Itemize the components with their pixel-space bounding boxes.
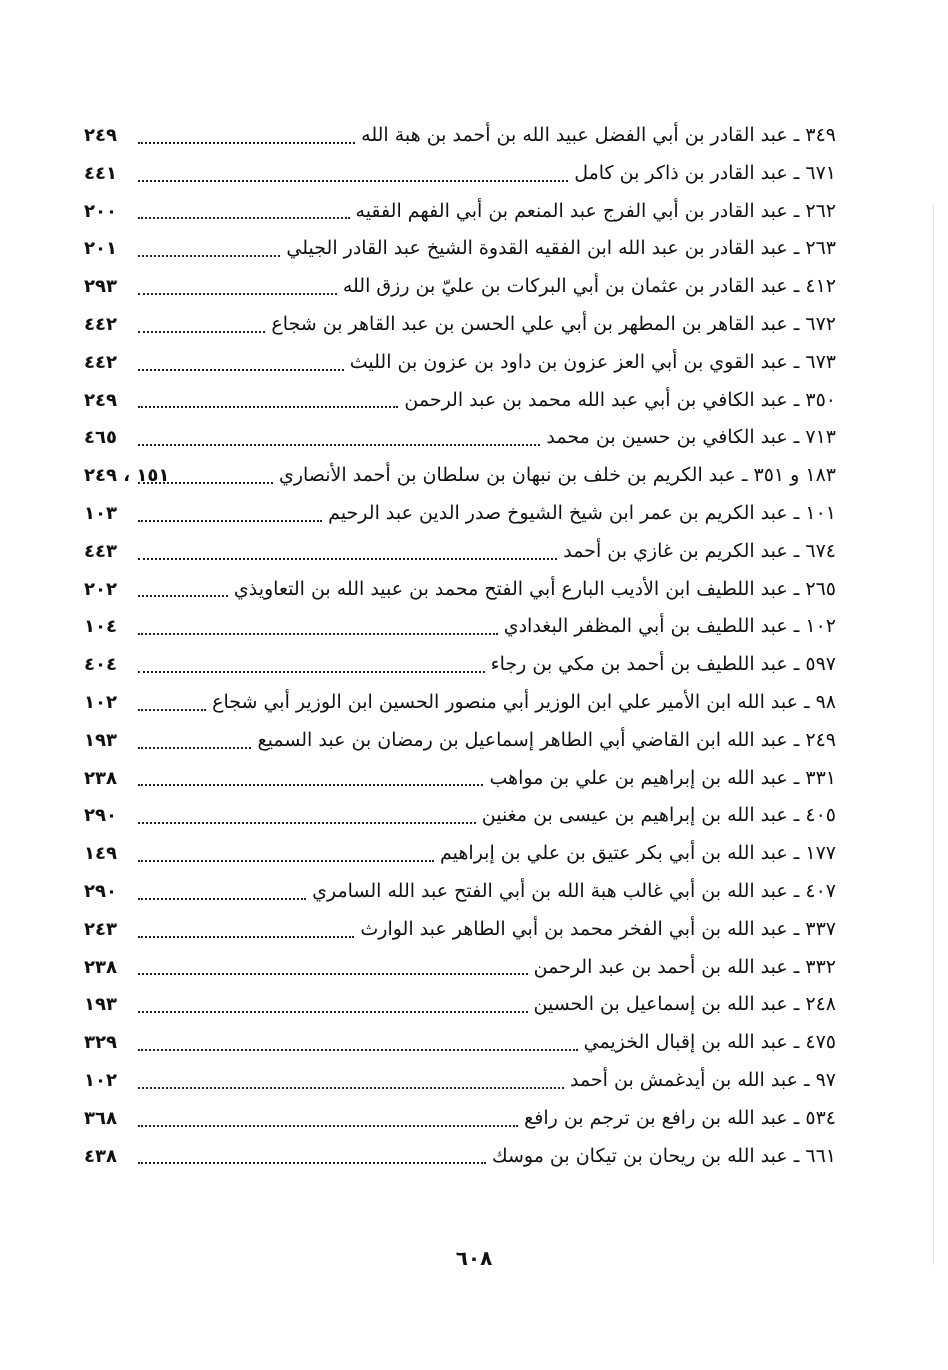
leader-dots (138, 369, 344, 371)
entry-name: ٣٣٢ ـ عبد الله بن أحمد بن عبد الرحمن (533, 955, 836, 978)
entry-name: ٣٣١ ـ عبد الله بن إبراهيم بن علي بن مواهب (489, 766, 836, 789)
leader-dots (138, 142, 355, 144)
leader-dots (138, 444, 540, 446)
index-entry (84, 873, 836, 911)
entry-name: ٦٧٣ ـ عبد القوي بن أبي العز عزون بن داود بن عزون بن الليث (349, 350, 836, 373)
leader-dots (138, 1011, 528, 1013)
index-entry (84, 760, 836, 798)
entry-page-number: ١٠٢ (84, 1069, 117, 1091)
index-entry (84, 722, 836, 760)
entry-page-number: ٢٠١ (84, 238, 117, 260)
index-entry (84, 835, 836, 873)
leader-dots (138, 1087, 564, 1089)
leader-dots (138, 936, 354, 938)
entry-name: ٤٠٧ ـ عبد الله بن أبي غالب هبة الله بن أبي الفتح عبد الله السامري (312, 879, 836, 902)
entry-name: ٣٣٧ ـ عبد الله بن أبي الفخر محمد بن أبي الطاهر عبد الوارث (360, 917, 836, 940)
entry-name: ٦٧٤ ـ عبد الكريم بن غازي بن أحمد (563, 539, 836, 562)
index-list (84, 117, 836, 1175)
index-entry (84, 608, 836, 646)
entry-name: ٧١٣ ـ عبد الكافي بن حسين بن محمد (546, 426, 836, 449)
entry-name: ٥٣٤ ـ عبد الله بن رافع بن ترجم بن رافع (524, 1106, 836, 1129)
page-number: ٦٠٨ (455, 1246, 493, 1270)
entry-name: ١٠٢ ـ عبد اللطيف بن أبي المظفر البغدادي (503, 615, 836, 638)
leader-dots (138, 482, 273, 484)
leader-dots (138, 860, 434, 862)
entry-page-number: ١٩٣ (84, 729, 117, 751)
entry-name: ٣٥٠ ـ عبد الكافي بن أبي عبد الله محمد بن عبد الرحمن (404, 388, 836, 411)
entry-page-number: ٤٦٥ (84, 427, 117, 449)
index-entry (84, 495, 836, 533)
entry-name: ٦٧٢ ـ عبد القاهر بن المطهر بن أبي علي الحسن بن عبد القاهر بن شجاع (271, 312, 836, 335)
leader-dots (138, 898, 306, 900)
index-entry (84, 457, 836, 495)
leader-dots (138, 709, 206, 711)
entry-page-number: ١٠٤ (84, 616, 117, 638)
index-entry (84, 155, 836, 193)
index-entry (84, 230, 836, 268)
entry-name: ٤٧٥ ـ عبد الله بن إقبال الخزيمي (583, 1031, 836, 1054)
entry-page-number: ١٥١ ، ٢٤٩ (84, 465, 170, 487)
entry-page-number: ٤٤٣ (84, 540, 117, 562)
entry-name: ٢٦٥ ـ عبد اللطيف ابن الأديب البارع أبي الفتح محمد بن عبيد الله بن التعاويذي (233, 577, 836, 600)
entry-page-number: ٤٠٤ (84, 654, 117, 676)
leader-dots (138, 558, 557, 560)
entry-page-number: ٢٠٢ (84, 578, 117, 600)
index-entry (84, 1138, 836, 1176)
entry-name: ١٠١ ـ عبد الكريم بن عمر ابن شيخ الشيوخ صدر الدين عبد الرحيم (328, 501, 836, 524)
scan-edge-line (933, 205, 934, 1265)
leader-dots (138, 595, 228, 597)
entry-name: ٦٧١ ـ عبد القادر بن ذاكر بن كامل (574, 161, 836, 184)
entry-page-number: ٢٤٣ (84, 918, 117, 940)
entry-name: ٦٦١ ـ عبد الله بن ريحان بن تيكان بن موسك (491, 1144, 836, 1167)
entry-page-number: ٤٤٢ (84, 351, 117, 373)
index-entry (84, 193, 836, 231)
index-entry (84, 986, 836, 1024)
entry-page-number: ٢٠٠ (84, 200, 117, 222)
index-entry (84, 1100, 836, 1138)
entry-page-number: ٤٣٨ (84, 1145, 117, 1167)
entry-page-number: ١٤٩ (84, 843, 117, 865)
index-entry (84, 797, 836, 835)
leader-dots (138, 331, 265, 333)
entry-name: ٣٤٩ ـ عبد القادر بن أبي الفضل عبيد الله بن أحمد بن هبة الله (361, 124, 836, 146)
index-entry (84, 1062, 836, 1100)
entry-page-number: ٤٤٢ (84, 313, 117, 335)
entry-name: ٩٧ ـ عبد الله بن أيدغمش بن أحمد (569, 1068, 836, 1091)
leader-dots (138, 406, 398, 408)
entry-page-number: ٣٦٨ (84, 1107, 117, 1129)
leader-dots (138, 217, 350, 219)
leader-dots (138, 1162, 486, 1164)
entry-page-number: ٤٤١ (84, 162, 117, 184)
leader-dots (138, 255, 280, 257)
index-entry (84, 533, 836, 571)
entry-page-number: ٢٩٠ (84, 880, 117, 902)
entry-name: ٤١٢ ـ عبد القادر بن عثمان بن أبي البركات بن عليّ بن رزق الله (342, 275, 836, 298)
entry-name: ١٨٣ و ٣٥١ ـ عبد الكريم بن خلف بن نبهان بن سلطان بن أحمد الأنصاري (278, 464, 836, 487)
entry-page-number: ٣٢٩ (84, 1032, 117, 1054)
leader-dots (138, 1125, 518, 1127)
entry-page-number: ٢٩٠ (84, 805, 117, 827)
entry-page-number: ٢٤٩ (84, 389, 117, 411)
index-entry (84, 344, 836, 382)
entry-name: ٥٩٧ ـ عبد اللطيف بن أحمد بن مكي بن رجاء (490, 653, 836, 676)
leader-dots (138, 822, 476, 824)
leader-dots (138, 1049, 578, 1051)
entry-name: ٤٠٥ ـ عبد الله بن إبراهيم بن عيسى بن مغنين (481, 804, 836, 827)
entry-page-number: ١٠٣ (84, 502, 117, 524)
index-entry (84, 1024, 836, 1062)
leader-dots (138, 973, 528, 975)
index-entry (84, 684, 836, 722)
entry-page-number: ٢٣٨ (84, 956, 117, 978)
entry-name: ٢٤٨ ـ عبد الله بن إسماعيل بن الحسين (533, 993, 836, 1016)
index-entry (84, 571, 836, 609)
index-entry (84, 949, 836, 987)
leader-dots (138, 633, 498, 635)
entry-page-number: ٢٣٨ (84, 767, 117, 789)
index-entry (84, 419, 836, 457)
index-entry (84, 382, 836, 420)
index-entry (84, 268, 836, 306)
index-entry (84, 117, 836, 155)
index-entry (84, 306, 836, 344)
entry-name: ٢٦٢ ـ عبد القادر بن أبي الفرج عبد المنعم بن أبي الفهم الفقيه (355, 199, 836, 222)
leader-dots (138, 784, 483, 786)
entry-name: ٢٤٩ ـ عبد الله ابن القاضي أبي الطاهر إسماعيل بن رمضان بن عبد السميع (257, 728, 836, 751)
entry-page-number: ٢٤٩ (84, 125, 117, 146)
index-entry (84, 646, 836, 684)
leader-dots (138, 747, 251, 749)
entry-name: ٢٦٣ ـ عبد القادر بن عبد الله ابن الفقيه القدوة الشيخ عبد القادر الجيلي (286, 237, 836, 260)
leader-dots (138, 520, 322, 522)
leader-dots (138, 293, 337, 295)
leader-dots (138, 671, 485, 673)
entry-page-number: ١٠٢ (84, 691, 117, 713)
leader-dots (138, 180, 568, 182)
index-entry (84, 911, 836, 949)
entry-name: ١٧٧ ـ عبد الله بن أبي بكر عتيق بن علي بن إبراهيم (440, 842, 836, 865)
entry-page-number: ٢٩٣ (84, 276, 117, 298)
entry-name: ٩٨ ـ عبد الله ابن الأمير علي ابن الوزير أبي منصور الحسين ابن الوزير أبي شجاع (212, 690, 836, 713)
entry-page-number: ١٩٣ (84, 994, 117, 1016)
